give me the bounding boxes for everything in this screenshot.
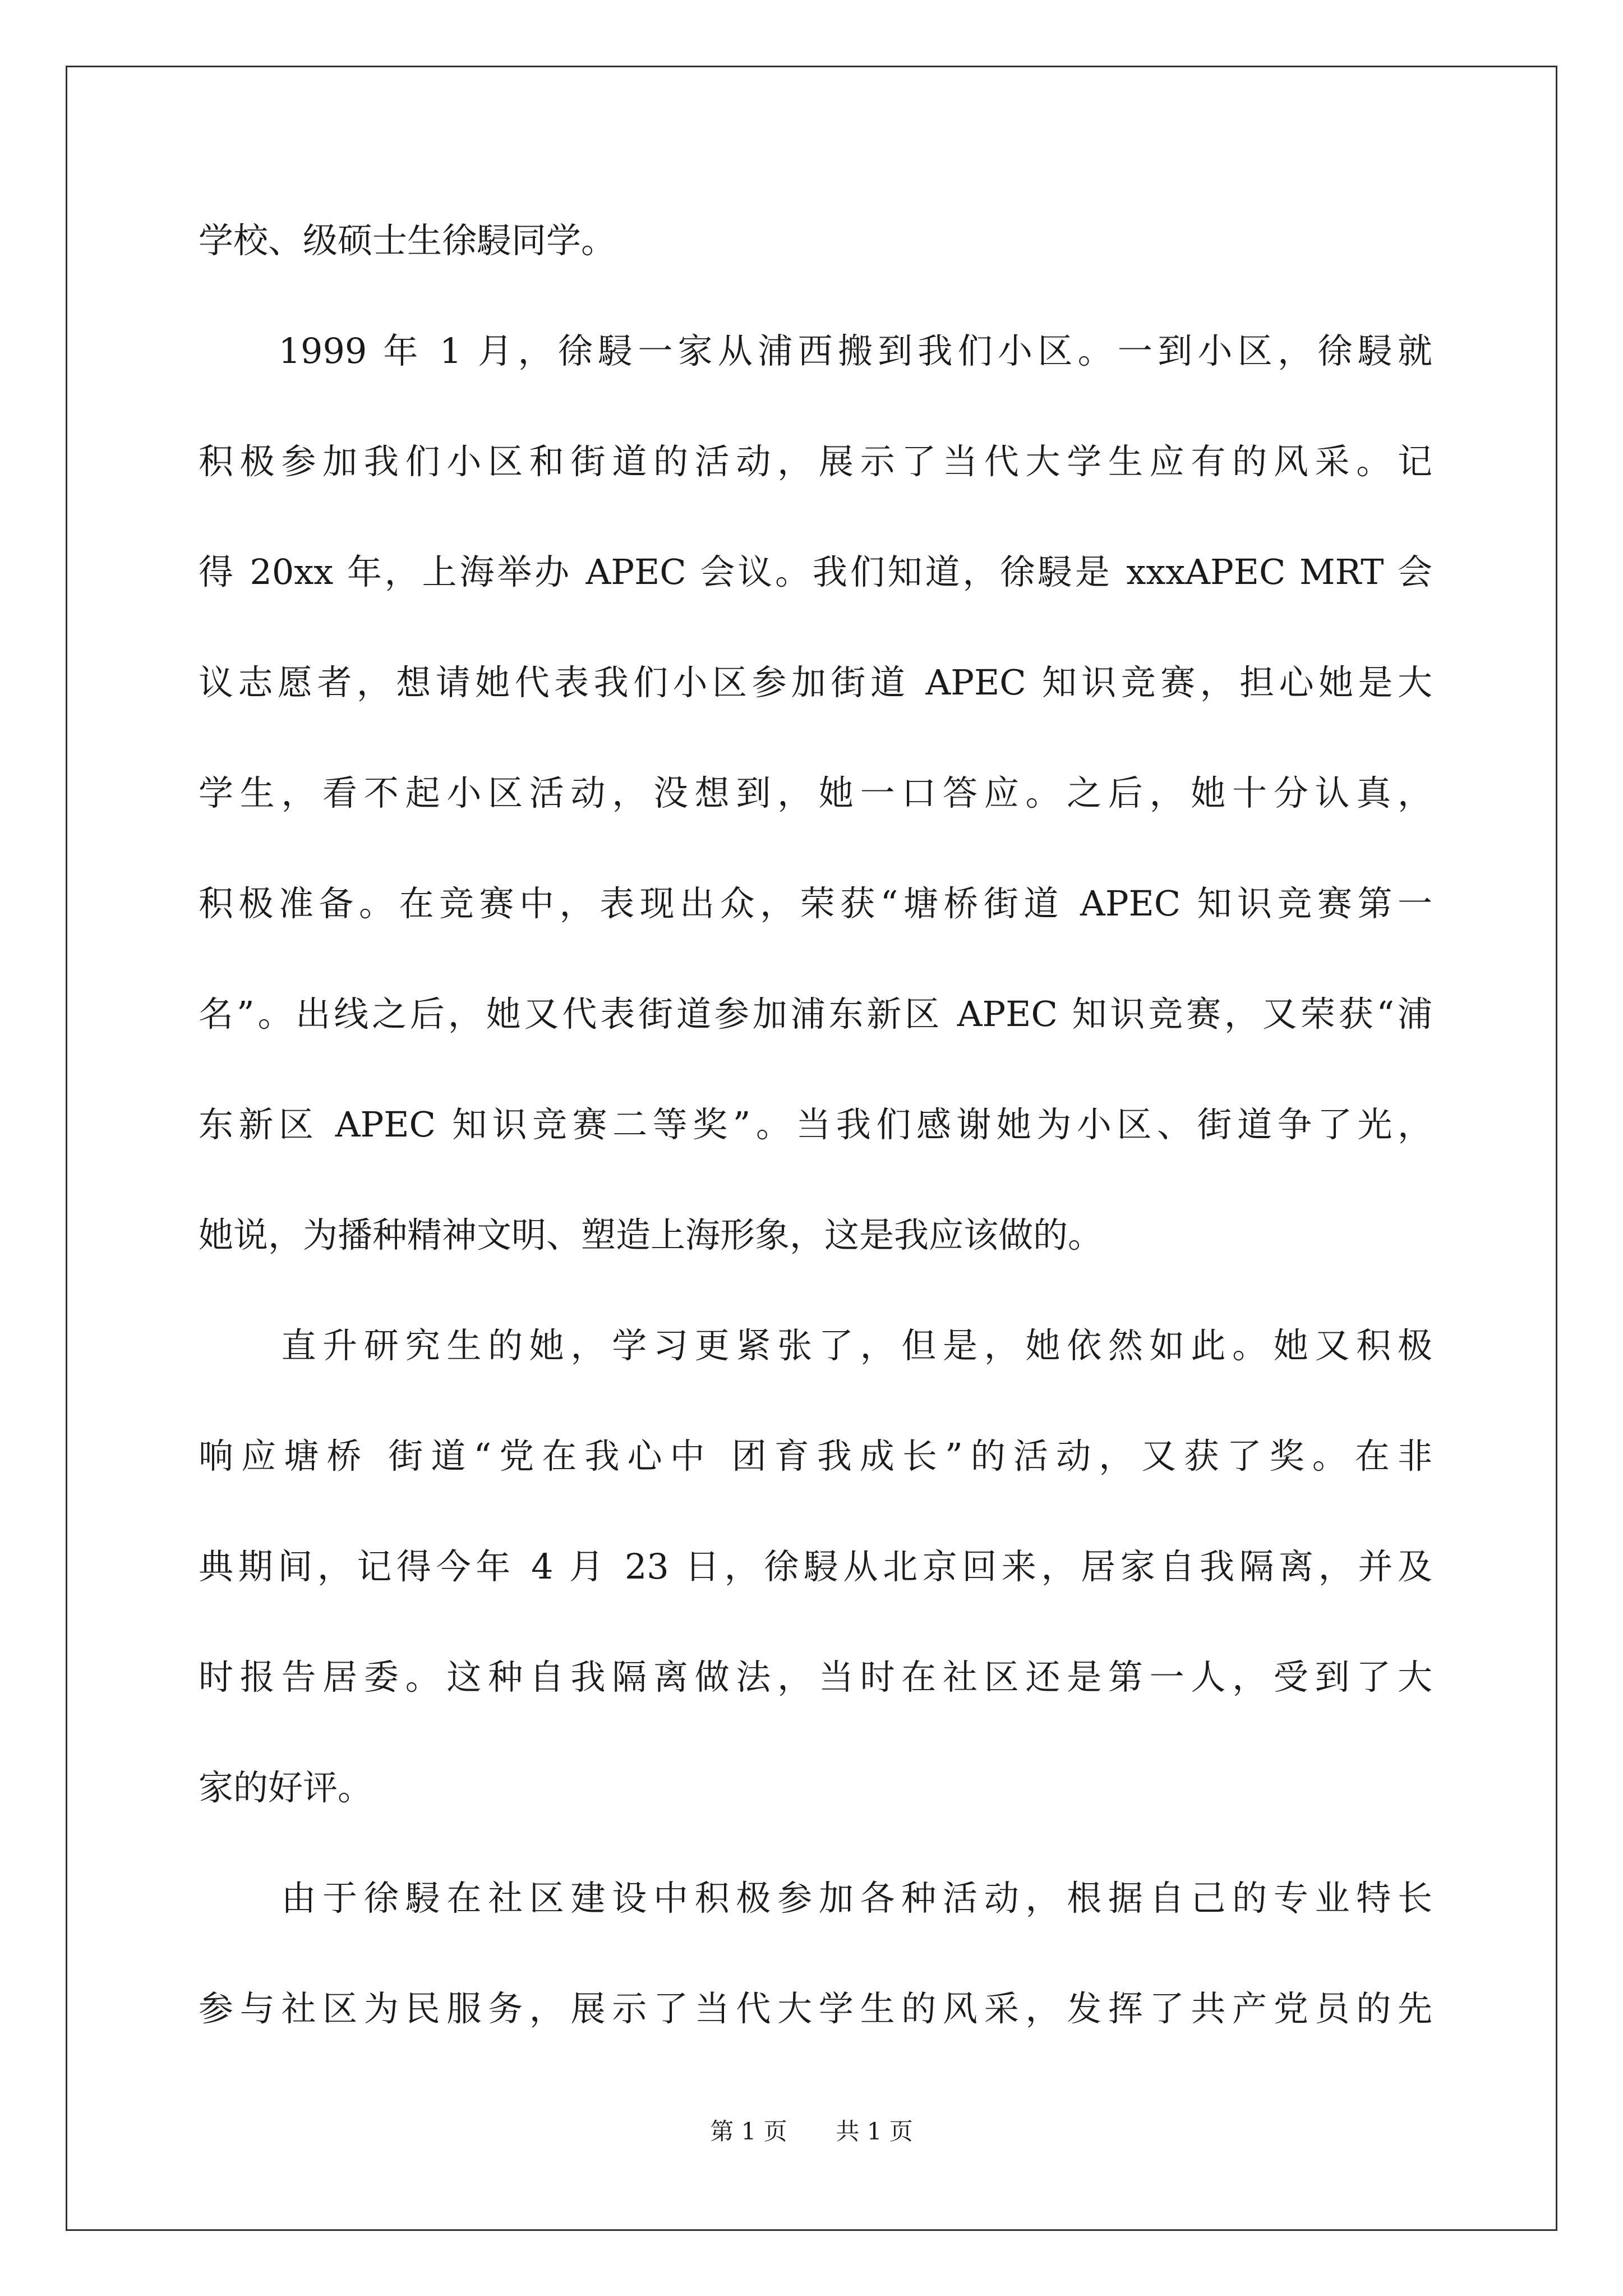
text-line: 学生，看不起小区活动，没想到，她一口答应。之后，她十分认真， — [199, 772, 1432, 813]
page-footer — [0, 2115, 1623, 2148]
text-line: 参与社区为民服务，展示了当代大学生的风采，发挥了共产党员的先 — [199, 1988, 1432, 2029]
text-line: 时报告居委。这种自我隔离做法，当时在社区还是第一人，受到了大 — [199, 1657, 1432, 1697]
text-line: 1999 年 1 月，徐駸一家从浦西搬到我们小区。一到小区，徐駸就 — [199, 330, 1432, 371]
text-line: 东新区 APEC 知识竞赛二等奖”。当我们感谢她为小区、街道争了光， — [199, 1104, 1432, 1145]
text-line: 典期间，记得今年 4 月 23 日，徐駸从北京回来，居家自我隔离，并及 — [199, 1546, 1432, 1587]
text-line: 议志愿者，想请她代表我们小区参加街道 APEC 知识竞赛，担心她是大 — [199, 662, 1432, 703]
text-line: 积极参加我们小区和街道的活动，展示了当代大学生应有的风采。记 — [199, 441, 1432, 482]
text-line: 直升研究生的她，学习更紧张了，但是，她依然如此。她又积极 — [199, 1325, 1432, 1366]
text-line: 家的好评。 — [199, 1767, 373, 1808]
page-number: 第 1 页 — [710, 2118, 787, 2145]
document-body — [199, 185, 1432, 2064]
text-line: 积极准备。在竞赛中，表现出众，荣获“塘桥街道 APEC 知识竞赛第一 — [199, 883, 1432, 924]
text-line: 响应塘桥 街道“党在我心中 团育我成长”的活动，又获了奖。在非 — [199, 1435, 1432, 1476]
text-line: 得 20xx 年，上海举办 APEC 会议。我们知道，徐駸是 xxxAPEC MRT 会 — [199, 551, 1432, 592]
text-line: 由于徐駸在社区建设中积极参加各种活动，根据自己的专业特长 — [199, 1878, 1432, 1918]
text-line: 学校、级硕士生徐駸同学。 — [199, 220, 616, 261]
page-total: 共 1 页 — [836, 2118, 913, 2145]
text-line: 名”。出线之后，她又代表街道参加浦东新区 APEC 知识竞赛，又荣获“浦 — [199, 993, 1432, 1034]
text-line: 她说，为播种精神文明、塑造上海形象，这是我应该做的。 — [199, 1214, 1103, 1255]
